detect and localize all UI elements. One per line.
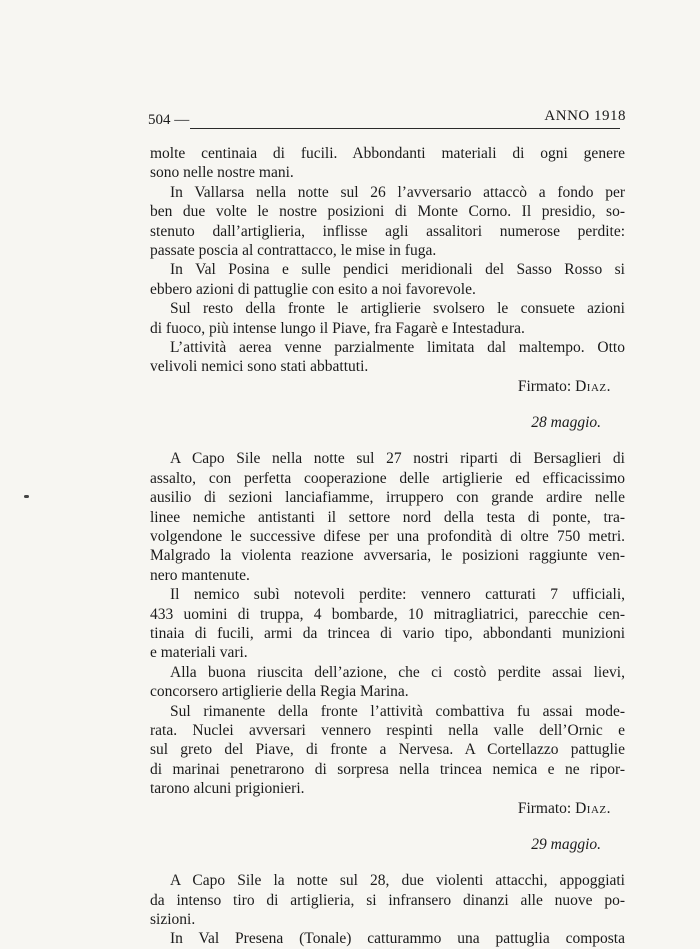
paragraph-first-line: A Capo Sile nella notte sul 27 nostri riparti di Bersaglieri di [170,450,625,468]
text-line: di marinai penetrarono di sorpresa nella trincea nemica e ne ripor- [150,760,625,778]
paragraph-first-line: Il nemico subì notevoli perdite: vennero catturati 7 ufficiali, [170,586,625,604]
text-line: Malgrado la violenta reazione avversaria, le posizioni raggiunte ven- [150,547,625,565]
paragraph-last-line: concorsero artiglierie della Regia Marina. [150,683,409,701]
section-gap [150,854,625,871]
paragraph-first-line: A Capo Sile la notte sul 28, due violenti attacchi, appoggiati [170,872,625,890]
text-line: da intenso tiro di artiglieria, si infransero dinanzi alle nuove po- [150,891,625,909]
print-speck [24,495,29,498]
paragraph-first-line: Sul resto della fronte le artiglierie svolsero le consuete azioni [170,300,625,318]
page-header [148,108,626,130]
header-rule [190,128,620,129]
paragraph-first-line: In Vallarsa nella notte sul 26 l’avversario attaccò a fondo per [170,183,625,201]
signature-name: Diaz. [575,799,611,817]
text-line: volgendone le successive difese per una profondità di oltre 750 metri. [150,528,625,546]
text-line: stenuto dall’artiglieria, inflisse agli assalitori numerose perdite: [150,222,625,240]
paragraph-last-line: sono nelle nostre mani. [150,164,294,182]
text-line: 433 uomini di truppa, 4 bombarde, 10 mitragliatrici, parecchie cen- [150,605,625,623]
paragraph-last-line: tarono alcuni prigionieri. [150,780,305,798]
section-gap [150,396,625,413]
signature-line [150,377,625,396]
running-title: ANNO 1918 [544,108,626,124]
paragraph-last-line: e materiali vari. [150,644,248,662]
text-line: rata. Nuclei avversari vennero respinti nella valle dell’Ornic e [150,721,625,739]
paragraph-first-line: In Val Posina e sulle pendici meridionali del Sasso Rosso si [170,261,625,279]
paragraph-last-line: sizioni. [150,911,196,929]
text-body [150,144,625,949]
text-line: assalto, con perfetta cooperazione delle artiglierie ed efficacissimo [150,469,625,487]
paragraph-last-line: ebbero azioni di pattuglie con esito a noi favorevole. [150,280,476,298]
paragraph-last-line: di fuoco, più intense lungo il Piave, fra Fagarè e Intestadura. [150,319,525,337]
signature-label: Firmato: [517,799,572,817]
text-line: molte centinaia di fucili. Abbondanti materiali di ogni genere [150,145,625,162]
paragraph-first-line: L’attività aerea venne parzialmente limitata dal maltempo. Otto [170,338,625,356]
date-heading: 29 maggio. [531,835,601,853]
text-line: ausilio di sezioni lanciafiamme, irruppero con grande ardire nelle [150,489,625,507]
paragraph-first-line: In Val Presena (Tonale) catturammo una pattuglia composta [170,930,625,948]
text-line: sul greto del Piave, di fronte a Nervesa. A Cortellazzo pattuglie [150,741,625,759]
paragraph-last-line: nero mantenute. [150,566,250,584]
section-gap [150,818,625,835]
paragraph-last-line: velivoli nemici sono stati abbattuti. [150,358,369,376]
section-gap [150,432,625,449]
signature-line [150,799,625,818]
signature-name: Diaz. [575,377,611,395]
text-line: tinaia di fucili, armi da trincea di vario tipo, abbondanti munizioni [150,624,625,642]
date-heading: 28 maggio. [531,414,601,432]
paragraph-first-line: Alla buona riuscita dell’azione, che ci costò perdite assai lievi, [170,663,625,681]
paragraph-first-line: Sul rimanente della fronte l’attività combattiva fu assai mode- [170,702,625,720]
paragraph-last-line: passate poscia al contrattacco, le mise in fuga. [150,241,437,259]
signature-label: Firmato: [517,377,572,395]
text-line: linee nemiche antistanti il settore nord della testa di ponte, tra- [150,508,625,526]
page-number: 504 — [148,112,190,128]
text-line: ben due volte le nostre posizioni di Monte Corno. Il presidio, so- [150,203,625,221]
